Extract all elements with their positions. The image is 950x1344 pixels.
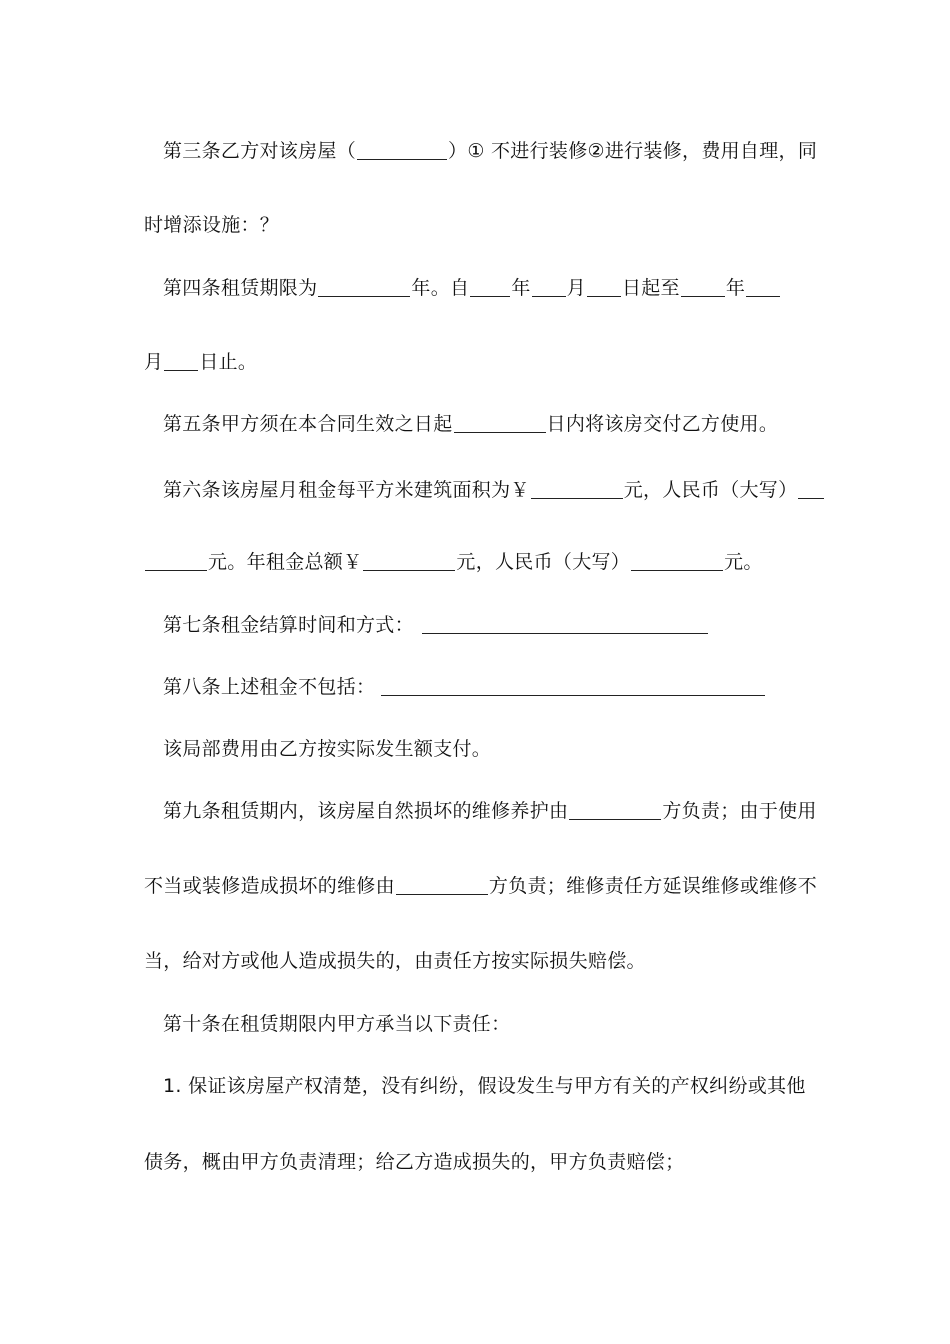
- article-10-item-1-line-1: [163, 1073, 813, 1099]
- article-10-heading: 第十条在租赁期限内甲方承当以下责任：: [163, 1013, 511, 1035]
- fill-blank-start-year[interactable]: [470, 277, 510, 297]
- fill-blank-annual-rent-words[interactable]: [631, 551, 723, 571]
- article-6-text-start: 第六条该房屋月租金每平方米建筑面积为￥: [163, 479, 530, 501]
- article-8-line: [163, 674, 813, 700]
- article-9-text-cont: 方负责；由于使用: [662, 800, 817, 822]
- fill-blank-monthly-rent-words[interactable]: [798, 479, 824, 499]
- fill-blank-start-day[interactable]: [587, 277, 621, 297]
- article-4-text-from: 年。自: [411, 277, 470, 299]
- fill-blank-end-month-part[interactable]: [746, 277, 780, 297]
- article-8-text-cont: 该局部费用由乙方按实际发生额支付。: [163, 738, 492, 760]
- article-9-line-1: [163, 798, 817, 824]
- article-4-text-end-day: 日止。: [199, 351, 258, 373]
- article-6-text-rmb-2: 元，人民币（大写）: [456, 551, 631, 573]
- article-4-text-end-month: 月: [144, 351, 164, 373]
- fill-blank-monthly-rent[interactable]: [531, 479, 623, 499]
- article-9-text-damage: 不当或装修造成损坏的维修由: [144, 875, 395, 897]
- article-9-line-2: [144, 873, 818, 899]
- article-9-line-3: [144, 948, 814, 974]
- article-3-text-end: ）① 不进行装修②进行装修，费用自理，同: [448, 140, 818, 162]
- article-4-text-month: 月: [566, 277, 586, 299]
- article-4-line-2: [144, 349, 814, 375]
- article-4-text-to: 日起至: [621, 277, 680, 299]
- article-6-text-end: 元。: [724, 551, 763, 573]
- article-7-text: 第七条租金结算时间和方式：: [163, 614, 414, 636]
- article-10-line-1: [163, 1011, 813, 1037]
- article-3-text-start: 第三条乙方对该房屋（: [163, 140, 357, 162]
- fill-blank-repair-party[interactable]: [396, 875, 488, 895]
- article-10-item-1-text-cont: 债务，概由甲方负责清理；给乙方造成损失的，甲方负责赔偿；: [144, 1151, 685, 1173]
- article-3-text-cont: 时增添设施：？: [144, 214, 280, 236]
- article-4-text-term: 第四条租赁期限为: [163, 277, 318, 299]
- article-4-text-end-year: 年: [725, 277, 746, 299]
- article-9-text-end: 当，给对方或他人造成损失的，由责任方按实际损失赔偿。: [144, 950, 646, 972]
- fill-blank-maintenance-party[interactable]: [569, 800, 661, 820]
- article-10-item-1-line-2: [144, 1149, 814, 1175]
- fill-blank-excluded-fees[interactable]: [381, 676, 765, 696]
- article-4-line-1: [163, 275, 813, 301]
- article-5-text-start: 第五条甲方须在本合同生效之日起: [163, 413, 453, 435]
- article-7-line: [163, 612, 813, 638]
- article-5-line: [163, 411, 813, 437]
- fill-blank-annual-rent[interactable]: [363, 551, 455, 571]
- article-6-text-annual: 元。年租金总额￥: [208, 551, 363, 573]
- article-3-line-2: [144, 212, 814, 238]
- fill-blank-end-year[interactable]: [681, 277, 725, 297]
- article-6-text-rmb: 元，人民币（大写）: [623, 479, 798, 501]
- fill-blank-start-month[interactable]: [532, 277, 566, 297]
- article-9-text-start: 第九条租赁期内，该房屋自然损坏的维修养护由: [163, 800, 569, 822]
- article-4-text-year: 年: [511, 277, 531, 299]
- fill-blank-handover-days[interactable]: [454, 413, 546, 433]
- fill-blank-term-years[interactable]: [318, 277, 410, 297]
- article-6-line-2: [144, 549, 814, 575]
- article-10-item-1-text: 1. 保证该房屋产权清楚，没有纠纷，假设发生与甲方有关的产权纠纷或其他: [163, 1075, 806, 1097]
- article-9-text-delay: 方负责；维修责任方延误维修或维修不: [488, 875, 818, 897]
- fill-blank-decoration[interactable]: [357, 140, 447, 160]
- article-8-line-2: [163, 736, 813, 762]
- fill-blank-settlement[interactable]: [422, 614, 708, 634]
- fill-blank-monthly-rent-words-cont[interactable]: [145, 551, 207, 571]
- fill-blank-end-day[interactable]: [164, 351, 198, 371]
- article-3-line-1: [163, 138, 818, 164]
- article-5-text-end: 日内将该房交付乙方使用。: [546, 413, 779, 435]
- article-8-text: 第八条上述租金不包括：: [163, 676, 376, 698]
- article-6-line-1: [163, 477, 813, 503]
